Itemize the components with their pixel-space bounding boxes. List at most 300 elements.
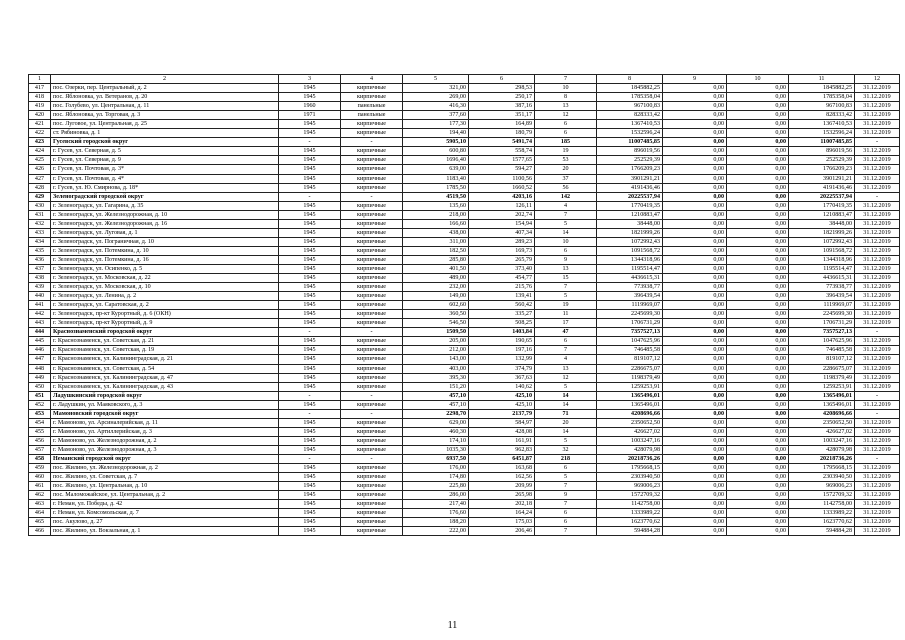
table-cell: 20225537,94 [597,192,663,201]
table-cell: 396439,54 [789,292,855,301]
table-cell: 175,03 [469,518,535,527]
table-cell: 0,00 [727,292,789,301]
table-cell: кирпичные [341,427,403,436]
table-cell: 190,65 [469,337,535,346]
table-cell: 417 [29,84,51,93]
table-cell: 1945 [279,473,341,482]
table-cell: 416,30 [403,102,469,111]
table-cell: 773938,77 [597,283,663,292]
table-cell: 0,00 [663,102,727,111]
table-cell: 31.12.2019 [855,174,900,183]
table-cell: г. Зеленоградск, ул. Железнодорожная, д. 10 [51,210,279,219]
table-cell: 37 [535,174,597,183]
table-cell: 429 [29,192,51,201]
table-cell: 0,00 [663,445,727,454]
table-cell: 31.12.2019 [855,219,900,228]
table-row [29,201,900,210]
table-cell: кирпичные [341,84,403,93]
table-cell: 449 [29,373,51,382]
table-cell: 202,18 [469,500,535,509]
table-cell: 0,00 [727,174,789,183]
table-cell: 10 [535,84,597,93]
table-cell: 31.12.2019 [855,264,900,273]
table-cell: кирпичные [341,210,403,219]
table-row [29,237,900,246]
table-cell: 1344318,96 [789,255,855,264]
table-cell: 457,10 [403,391,469,400]
table-cell: 132,99 [469,355,535,364]
table-cell: 31.12.2019 [855,319,900,328]
table-cell: кирпичные [341,436,403,445]
table-cell: 1198379,49 [789,373,855,382]
table-cell: кирпичные [341,527,403,536]
table-cell: 0,00 [663,138,727,147]
table-cell: - [855,454,900,463]
table-cell: кирпичные [341,129,403,138]
table-cell: 0,00 [663,464,727,473]
table-cell: 139,41 [469,292,535,301]
table-cell: пос. Жилино, ул. Советская, д. 7 [51,473,279,482]
table-cell: 0,00 [663,346,727,355]
table-cell: 31.12.2019 [855,292,900,301]
table-cell: 1577,65 [469,156,535,165]
table-cell: 454,77 [469,274,535,283]
table-cell: 1795668,15 [789,464,855,473]
table-cell: 0,00 [727,346,789,355]
table-cell: 298,53 [469,84,535,93]
table-row [29,174,900,183]
table-cell: 447 [29,355,51,364]
table-cell: 0,00 [727,418,789,427]
table-cell: кирпичные [341,509,403,518]
table-cell: 460 [29,473,51,482]
table-cell: 31.12.2019 [855,274,900,283]
table-cell: 7 [535,527,597,536]
table-cell: 31.12.2019 [855,364,900,373]
table-cell: 460,30 [403,427,469,436]
table-cell: 0,00 [727,156,789,165]
table-cell: 421 [29,120,51,129]
table-cell: 1945 [279,500,341,509]
table-cell: 0,00 [663,264,727,273]
table-cell: - [279,192,341,201]
table-cell: - [279,454,341,463]
table-cell: г. Зеленоградск, ул. Потемкина, д. 16 [51,255,279,264]
table-cell: г. Краснознаменск, ул. Калининградская, д. 43 [51,382,279,391]
table-cell: пос. Яблоновка, ул. Ветеранов, д. 20 [51,93,279,102]
table-cell: - [341,391,403,400]
table-row [29,482,900,491]
table-cell: 401,50 [403,264,469,273]
table-cell: 1945 [279,427,341,436]
table-cell: кирпичные [341,255,403,264]
table-cell: 1845882,25 [597,84,663,93]
table-cell: 6 [535,464,597,473]
table-cell: - [341,409,403,418]
table-cell: 0,00 [663,84,727,93]
table-cell: 174,80 [403,473,469,482]
table-cell: 1047625,96 [789,337,855,346]
table-cell: 252529,39 [789,156,855,165]
table-cell: 1091568,72 [597,246,663,255]
table-cell: кирпичные [341,491,403,500]
table-cell: панельные [341,111,403,120]
table-cell: кирпичные [341,228,403,237]
table-cell: 31.12.2019 [855,473,900,482]
table-cell: 13 [535,102,597,111]
table-cell: 1035,30 [403,445,469,454]
table-row [29,382,900,391]
table-cell: кирпичные [341,93,403,102]
table-cell: 1003247,16 [597,436,663,445]
table-cell: 387,16 [469,102,535,111]
table-cell: 450 [29,382,51,391]
table-cell: 0,00 [663,183,727,192]
table-cell: 445 [29,337,51,346]
table-row [29,283,900,292]
table-cell: 458 [29,454,51,463]
table-cell: 1706731,29 [789,319,855,328]
table-cell: 373,40 [469,264,535,273]
table-cell: - [855,192,900,201]
table-cell: 465 [29,518,51,527]
table-cell: 143,00 [403,355,469,364]
table-cell: 12 [535,373,597,382]
table-cell: 0,00 [663,355,727,364]
table-cell: 2245699,30 [789,310,855,319]
table-cell: 0,00 [727,129,789,138]
table-cell: 0,00 [727,84,789,93]
table-cell: 0,00 [663,364,727,373]
table-cell: - [855,409,900,418]
table-cell: 1785358,04 [597,93,663,102]
table-cell: 1072992,43 [789,237,855,246]
table-cell: 433 [29,228,51,237]
table-cell: кирпичные [341,292,403,301]
table-row [29,183,900,192]
table-cell: 20218736,26 [597,454,663,463]
table-cell: 594884,28 [597,527,663,536]
table-cell: 53 [535,156,597,165]
table-cell: 1365496,01 [789,400,855,409]
table-cell: 1945 [279,509,341,518]
table-cell: кирпичные [341,418,403,427]
table-cell: 1142758,00 [597,500,663,509]
table-cell: г. Мамоново, ул. Железнодорожная, д. 2 [51,436,279,445]
table-cell: 1091568,72 [789,246,855,255]
table-cell: 0,00 [663,129,727,138]
table-cell: 0,00 [727,355,789,364]
table-cell: 962,83 [469,445,535,454]
table-cell: 639,00 [403,165,469,174]
table-cell: 441 [29,301,51,310]
table-cell: 602,60 [403,301,469,310]
table-cell: 135,60 [403,201,469,210]
table-cell: 0,00 [727,328,789,337]
table-cell: 437 [29,264,51,273]
group-total-row [29,391,900,400]
table-cell: г. Зеленоградск, ул. Потемкина, д. 10 [51,246,279,255]
table-cell: г. Гусев, ул. Почтовая, д. 3* [51,165,279,174]
housing-registry-table [28,74,900,536]
table-cell: 396439,54 [597,292,663,301]
table-cell: 0,00 [663,319,727,328]
table-cell: 31.12.2019 [855,156,900,165]
table-cell: 269,00 [403,93,469,102]
table-cell: 463 [29,500,51,509]
table-row [29,219,900,228]
table-cell: 1785,50 [403,183,469,192]
table-row [29,319,900,328]
table-cell: 31.12.2019 [855,283,900,292]
table-row [29,156,900,165]
table-cell: кирпичные [341,364,403,373]
table-cell: 31.12.2019 [855,382,900,391]
table-cell: 0,00 [727,93,789,102]
table-cell: 2303940,50 [789,473,855,482]
table-cell: 0,00 [727,454,789,463]
table-cell: 188,20 [403,518,469,527]
table-cell: 0,00 [727,228,789,237]
table-cell: 174,10 [403,436,469,445]
table-cell: 2286675,07 [597,364,663,373]
table-cell: 0,00 [727,283,789,292]
table-cell: 427 [29,174,51,183]
table-cell: 446 [29,346,51,355]
header-cell: 8 [597,75,663,84]
table-cell: 1945 [279,93,341,102]
table-cell: кирпичные [341,518,403,527]
table-cell: 425,10 [469,391,535,400]
table-cell: 126,11 [469,201,535,210]
table-cell: 0,00 [727,210,789,219]
table-cell: Мамоновский городской округ [51,409,279,418]
header-cell: 9 [663,75,727,84]
table-cell: 321,00 [403,84,469,93]
table-cell: г. Гусев, ул. Почтовая, д. 4* [51,174,279,183]
table-cell: 0,00 [727,391,789,400]
table-cell: 1945 [279,274,341,283]
table-cell: кирпичные [341,201,403,210]
table-cell: 351,17 [469,111,535,120]
table-cell: г. Гусев, ул. Ю. Смирнова, д. 18* [51,183,279,192]
table-cell: 1945 [279,301,341,310]
table-cell: 0,00 [727,382,789,391]
table-row [29,464,900,473]
header-cell: 3 [279,75,341,84]
table-cell: 4208696,66 [789,409,855,418]
table-cell: 31.12.2019 [855,337,900,346]
table-cell: 456 [29,436,51,445]
table-cell: г. Краснознаменск, ул. Калининградская, д. 47 [51,373,279,382]
table-cell: 202,74 [469,210,535,219]
table-cell: 1210883,47 [597,210,663,219]
table-row [29,346,900,355]
table-cell: 232,00 [403,283,469,292]
header-cell: 4 [341,75,403,84]
table-cell: 311,00 [403,237,469,246]
table-cell: 0,00 [663,473,727,482]
table-cell: 31.12.2019 [855,246,900,255]
table-cell: 1945 [279,319,341,328]
table-cell: 7 [535,210,597,219]
table-cell: 20225537,94 [789,192,855,201]
table-cell: 1945 [279,129,341,138]
table-cell: 0,00 [727,445,789,454]
table-row [29,373,900,382]
table-cell: 31.12.2019 [855,228,900,237]
table-cell: 169,73 [469,246,535,255]
table-cell: 424 [29,147,51,156]
table-cell: - [279,391,341,400]
table-cell: 9 [535,255,597,264]
table-row [29,84,900,93]
group-total-row [29,409,900,418]
table-cell: 1945 [279,436,341,445]
table-cell: 0,00 [727,310,789,319]
table-row [29,445,900,454]
table-cell: 0,00 [727,319,789,328]
table-cell: Гусевский городской округ [51,138,279,147]
table-cell: 31.12.2019 [855,255,900,264]
table-row [29,228,900,237]
table-cell: 206,46 [469,527,535,536]
table-cell: кирпичные [341,219,403,228]
table-cell: 0,00 [727,527,789,536]
table-cell: 1971 [279,111,341,120]
table-cell: 1766209,23 [597,165,663,174]
table-cell: 1532596,24 [597,129,663,138]
table-cell: кирпичные [341,283,403,292]
table-cell: 0,00 [663,156,727,165]
table-cell: 31.12.2019 [855,445,900,454]
table-cell: 7 [535,346,597,355]
table-cell: 0,00 [663,120,727,129]
table-cell: 464 [29,509,51,518]
table-cell: 508,25 [469,319,535,328]
table-cell: 20218736,26 [789,454,855,463]
table-cell: 0,00 [663,219,727,228]
table-cell: г. Зеленоградск, ул. Саратовская, д. 2 [51,301,279,310]
table-cell: 38448,00 [789,219,855,228]
table-cell: кирпичные [341,274,403,283]
table-cell: 0,00 [727,183,789,192]
table-cell: 0,00 [663,147,727,156]
table-cell: 1119969,07 [597,301,663,310]
table-cell: Ладушкинский городской округ [51,391,279,400]
table-cell: 457,10 [403,400,469,409]
table-row [29,310,900,319]
table-cell: 31.12.2019 [855,418,900,427]
table-cell: 0,00 [727,301,789,310]
table-cell: 0,00 [727,337,789,346]
table-cell: 4436615,31 [789,274,855,283]
table-cell: пос. Жилино, ул. Центральная, д. 10 [51,482,279,491]
table-cell: 1945 [279,120,341,129]
table-row [29,120,900,129]
table-cell: 31.12.2019 [855,102,900,111]
table-cell: 1945 [279,310,341,319]
table-cell: 5491,74 [469,138,535,147]
table-row [29,527,900,536]
table-cell: 828333,42 [597,111,663,120]
table-cell: 629,00 [403,418,469,427]
table-cell: 1945 [279,482,341,491]
table-cell: 1821999,26 [597,228,663,237]
table-cell: - [341,138,403,147]
table-cell: 1367410,53 [597,120,663,129]
table-cell: 6937,50 [403,454,469,463]
table-cell: 584,97 [469,418,535,427]
table-cell: 6 [535,518,597,527]
table-cell: Краснознаменский городской округ [51,328,279,337]
table-cell: 6451,87 [469,454,535,463]
table-cell: 0,00 [727,500,789,509]
table-cell: 164,89 [469,120,535,129]
table-cell: 4519,50 [403,192,469,201]
group-total-row [29,138,900,147]
table-cell: 0,00 [663,228,727,237]
table-cell: 1785358,04 [789,93,855,102]
table-cell: 1945 [279,147,341,156]
table-cell: г. Краснознаменск, ул. Советская, д. 54 [51,364,279,373]
table-cell: 4208696,66 [597,409,663,418]
table-cell: 967100,83 [597,102,663,111]
table-cell: 0,00 [727,400,789,409]
table-cell: 0,00 [727,192,789,201]
header-cell: 7 [535,75,597,84]
table-cell: 1367410,53 [789,120,855,129]
table-cell: 1821999,26 [789,228,855,237]
table-cell: 1945 [279,84,341,93]
table-cell: пос. Маломожайское, ул. Центральная, д. 2 [51,491,279,500]
table-cell: 31.12.2019 [855,464,900,473]
table-cell: 461 [29,482,51,491]
table-cell: - [341,454,403,463]
table-cell: 2137,79 [469,409,535,418]
header-cell: 11 [789,75,855,84]
table-row [29,355,900,364]
header-cell: 10 [727,75,789,84]
table-cell: кирпичные [341,246,403,255]
table-cell: 746485,58 [597,346,663,355]
table-cell: 286,00 [403,491,469,500]
table-cell: 0,00 [663,310,727,319]
table-cell: кирпичные [341,464,403,473]
table-cell: 265,98 [469,491,535,500]
table-cell: 2350652,50 [789,418,855,427]
table-cell: 31.12.2019 [855,436,900,445]
table-cell: кирпичные [341,183,403,192]
table-cell: 7 [535,283,597,292]
table-row [29,301,900,310]
table-row [29,364,900,373]
table-cell: 31.12.2019 [855,500,900,509]
table-cell: 0,00 [663,527,727,536]
table-cell: 1365496,01 [789,391,855,400]
table-cell: г. Зеленоградск, ул. Железнодорожная, д. 16 [51,219,279,228]
table-row [29,274,900,283]
table-cell: 209,99 [469,482,535,491]
table-row [29,418,900,427]
table-row [29,509,900,518]
table-cell: 194,40 [403,129,469,138]
table-cell: кирпичные [341,445,403,454]
table-cell: 1945 [279,201,341,210]
table-row [29,255,900,264]
table-cell: 11 [535,310,597,319]
table-cell: 31.12.2019 [855,482,900,491]
